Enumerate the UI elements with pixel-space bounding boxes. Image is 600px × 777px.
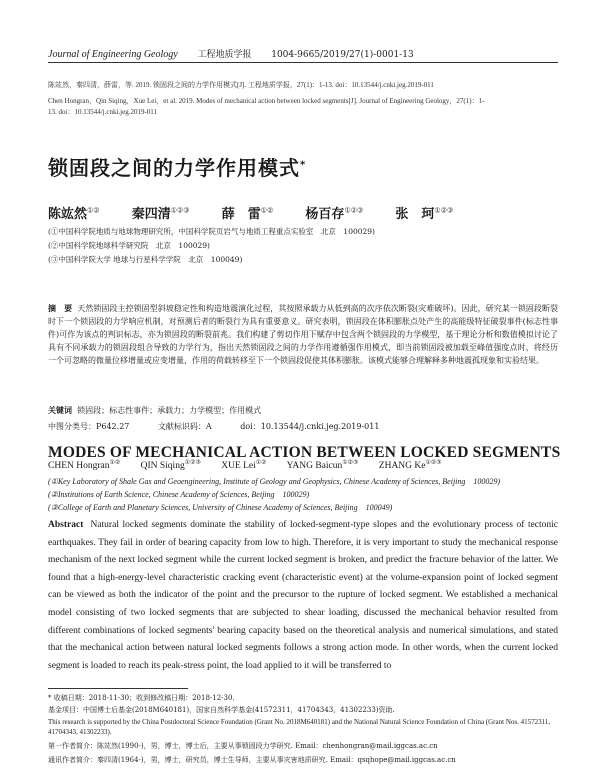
footnote-funding-en: This research is supported by the China Postdoctoral Science Foundation (Grant No. 2018M640181) and the National Natural Science Foundation of China (Grant Nos. 41572311, 41704343, 41302233).: [48, 718, 551, 736]
journal-name-cn: 工程地质学报: [197, 50, 252, 60]
title-cn-text: 锁固段之间的力学作用模式: [48, 156, 300, 180]
author-en: ZHANG Ke①②③: [378, 460, 442, 472]
abstract-en: [48, 517, 558, 675]
author-cn: 杨百存①②③: [305, 206, 364, 222]
citation-en-line2: 13. doi：10.13544/j.cnki.jeg.2019-011: [48, 108, 158, 116]
author-en: XUE Lei①②: [221, 460, 267, 472]
affiliation-en: (②Institutions of Earth Science, Chinese Academy of Sciences, Beijing 100029): [48, 490, 310, 499]
affiliation-cn: (③中国科学院大学 地球与行星科学学院 北京 100049): [48, 255, 243, 264]
classification-line: [48, 421, 379, 432]
title-footnote-mark: *: [300, 159, 307, 171]
doi: doi：10.13544/j.cnki.jeg.2019-011: [240, 422, 380, 431]
author-cn: 陈竑然①②: [48, 206, 100, 222]
keywords-cn-text: 锁固段；标志性事件；承载力；力学模型；作用模式: [77, 406, 262, 415]
footnote-corresponding: 通讯作者简介：秦四清(1964-)，男，博士，研究员，博士生导师，主要从事灾害地质研究. Email：qsqhope@mail.iggcas.ac.cn: [48, 756, 456, 764]
affiliation-cn: (①中国科学院地质与地球物理研究所，中国科学院页岩气与地质工程重点实验室 北京 100029): [48, 227, 375, 236]
affiliation-en: (③College of Earth and Planetary Sciences, University of Chinese Academy of Sciences, Beijing 100049): [48, 503, 393, 512]
title-cn: [48, 152, 306, 181]
footnote-rule: [48, 688, 188, 689]
author-cn: 薛 雷①②: [221, 206, 274, 222]
footnote-first-author: 第一作者简介：陈竑然(1990-)，男，博士，博士后，主要从事锁固段力学研究. Email：chenhongran@mail.iggcas.ac.cn: [48, 742, 438, 750]
footnote-received: * 收稿日期：2018-11-30；收到修改稿日期：2018-12-30.: [48, 694, 235, 702]
author-en: CHEN Hongran①②: [48, 460, 121, 472]
affiliation-en: (①Key Laboratory of Shale Gas and Geoengineering, Institute of Geology and Geophysics, Chinese Academy of Sciences, Beijing 100029): [48, 477, 501, 486]
clc-number: 中图分类号：P642.27: [48, 422, 130, 431]
citation-cn: 陈竑然，秦四清，薛雷，等. 2019. 锁固段之间的力学作用模式[J]. 工程地质学报，27(1)：1-13. doi：10.13544/j.cnki.jeg.2019-011: [48, 81, 434, 89]
abstract-cn-label: 摘 要: [48, 304, 73, 313]
title-en: MODES OF MECHANICAL ACTION BETWEEN LOCKED SEGMENTS: [48, 444, 561, 461]
running-header: [48, 47, 558, 60]
abstract-cn-text: 天然锁固段主控锁固型斜坡稳定性和构造地震演化过程，其按照承载力从低到高的次序依次断裂(灾难破坏)。因此，研究某一锁固段断裂时下一个锁固段的力学响应机制，对预测后者的断裂行为具有重要意义。研究表明，锁固段在体积膨胀点处产生的高能级特征破裂事件(标志性事件)可作为该点的判识标志，亦为锁固段的断裂前兆。我们构建了剪切作用下赋存中包含两个锁固段的力学模型，基于理论分析和数值模拟讨论了具有不同承载力的锁固段组合导致的力学行为，指出天然锁固段之间的力学作用遵循强作用模式，即当前锁固段被加载至峰值强度点时，将经历一个可忽略的微量位移增量或应变增量，作用的荷载转移至下一个锁固段促使其体积膨胀。该模式能够合理解释多种地震孤现象和实验结果。: [48, 304, 558, 365]
document-code: 文献标识码：A: [157, 422, 212, 431]
keywords-cn: [48, 405, 261, 416]
affiliation-cn: (②中国科学院地球科学研究院 北京 100029): [48, 241, 210, 250]
keywords-cn-label: 关键词: [48, 406, 72, 415]
author-cn: 秦四清①②③: [131, 206, 190, 222]
authors-cn: [48, 203, 481, 222]
header-rule: [48, 62, 558, 63]
abstract-en-label: Abstract: [48, 520, 84, 530]
citation-en-line1: Chen Hongran，Qin Siqing，Xue Lei，et al. 2019. Modes of mechanical action between locked segments[J]. Journal of Engineering Geology，27(1)：1-: [48, 97, 485, 105]
issn-info: 1004-9665/2019/27(1)-0001-13: [271, 50, 414, 60]
authors-en: [48, 459, 460, 471]
abstract-cn: [48, 302, 558, 367]
author-en: QIN Siqing①②③: [140, 460, 201, 472]
author-en: YANG Baicun①②③: [286, 460, 359, 472]
author-cn: 张 珂①②③: [395, 206, 454, 222]
footnote-funding: 基金项目：中国博士后基金(2018M640181)，国家自然科学基金(41572311，41704343，41302233)资助.: [48, 706, 395, 714]
journal-name: Journal of Engineering Geology: [48, 49, 178, 60]
abstract-en-text: Natural locked segments dominate the stability of locked-segment-type slopes and the evolutionary process of tectonic earthquakes. They fail in order of bearing capacity from low to high. Therefore, it is very important to study the mechanical response mechanism of the next locked segment while the current locked segment is broken, and predict the fracture behavior of the latter. We found that a high-energy-level characteristic cracking event (characteristic event) at the volume-expansion point of locked segment can be viewed as both the indicator of the point and the precursor to the rupture of locked segment. We established a mechanical model consisting of two locked segments that are subjected to shear loading, discussed the mechanical behavior resulted from different combinations of locked segments' bearing capacity based on the theoretical analysis and numerical simulations, and stated that the mechanical action between natural locked segments follows a strong action mode. In other words, when the current locked segment is loaded to reach its peak-stress point, the load applied to it will be transferred to: [48, 520, 559, 671]
